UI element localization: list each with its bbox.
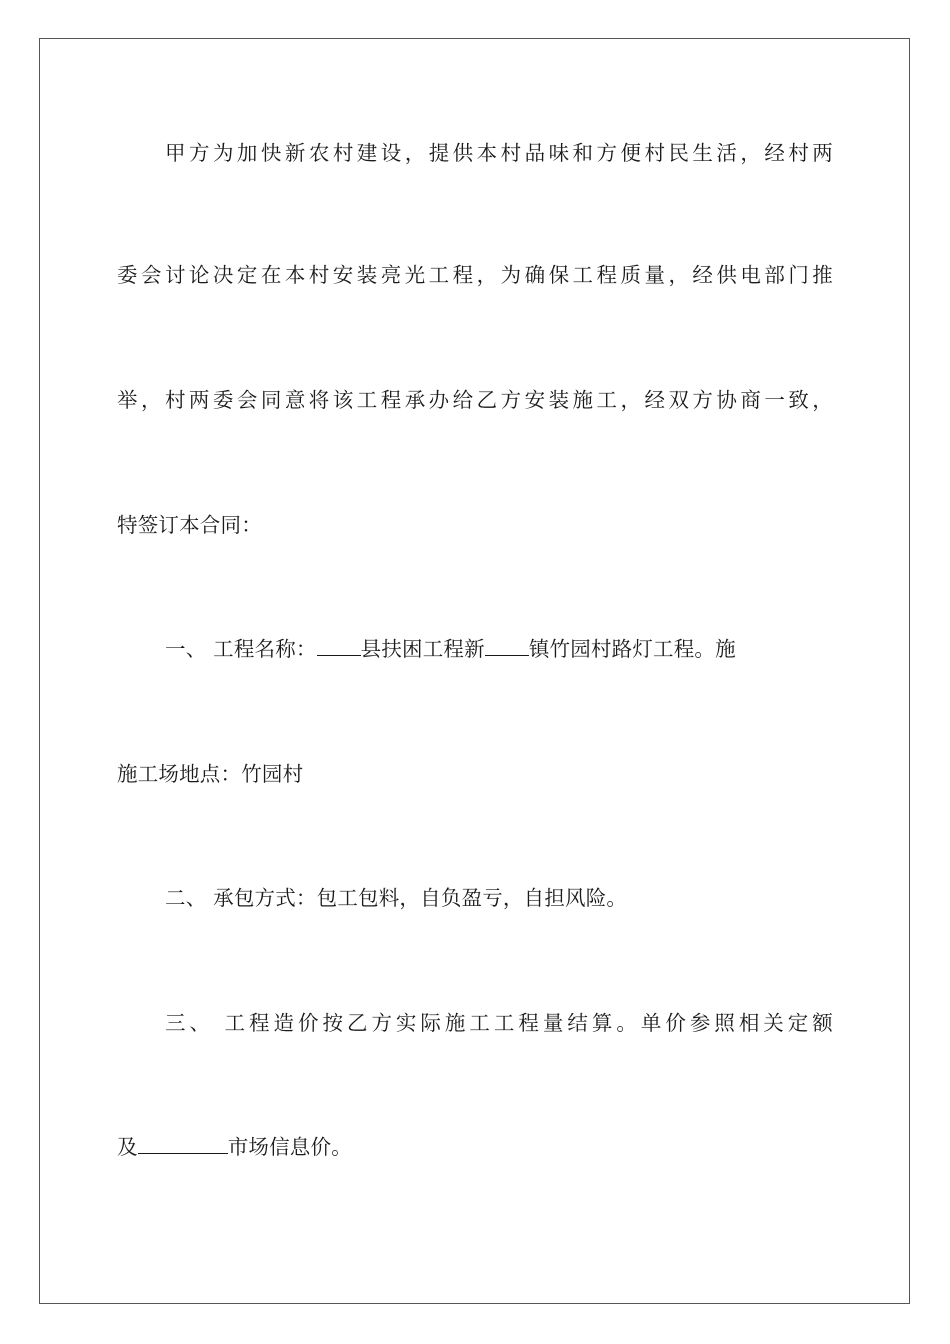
item-1-line-2: 施工场地点：竹园村: [117, 762, 304, 786]
intro-line-4: 特签订本合同：: [117, 513, 262, 537]
page-frame: [39, 38, 910, 1304]
item-1-prefix: 一、 工程名称：: [165, 637, 317, 661]
town-blank: [485, 635, 529, 656]
county-blank: [317, 635, 361, 656]
item-3-line-2: [117, 1133, 833, 1161]
market-blank: [138, 1133, 228, 1154]
intro-line-1: 甲方为加快新农村建设，提供本村品味和方便村民生活，经村两: [165, 141, 833, 165]
item-1-mid: 县扶困工程新: [360, 637, 485, 661]
intro-line-3: 举，村两委会同意将该工程承办给乙方安装施工，经双方协商一致，: [117, 388, 833, 412]
intro-line-2: 委会讨论决定在本村安装亮光工程，为确保工程质量，经供电部门推: [117, 263, 833, 287]
item-3-line-1: 三、 工程造价按乙方实际施工工程量结算。单价参照相关定额: [165, 1011, 833, 1035]
item-1-suffix: 镇竹园村路灯工程。施: [528, 637, 736, 661]
item-3-prefix: 及: [117, 1135, 138, 1159]
item-3-suffix: 市场信息价。: [227, 1135, 352, 1159]
item-1-line-1: [117, 635, 833, 663]
item-2: 二、 承包方式：包工包料，自负盈亏，自担风险。: [165, 886, 628, 910]
